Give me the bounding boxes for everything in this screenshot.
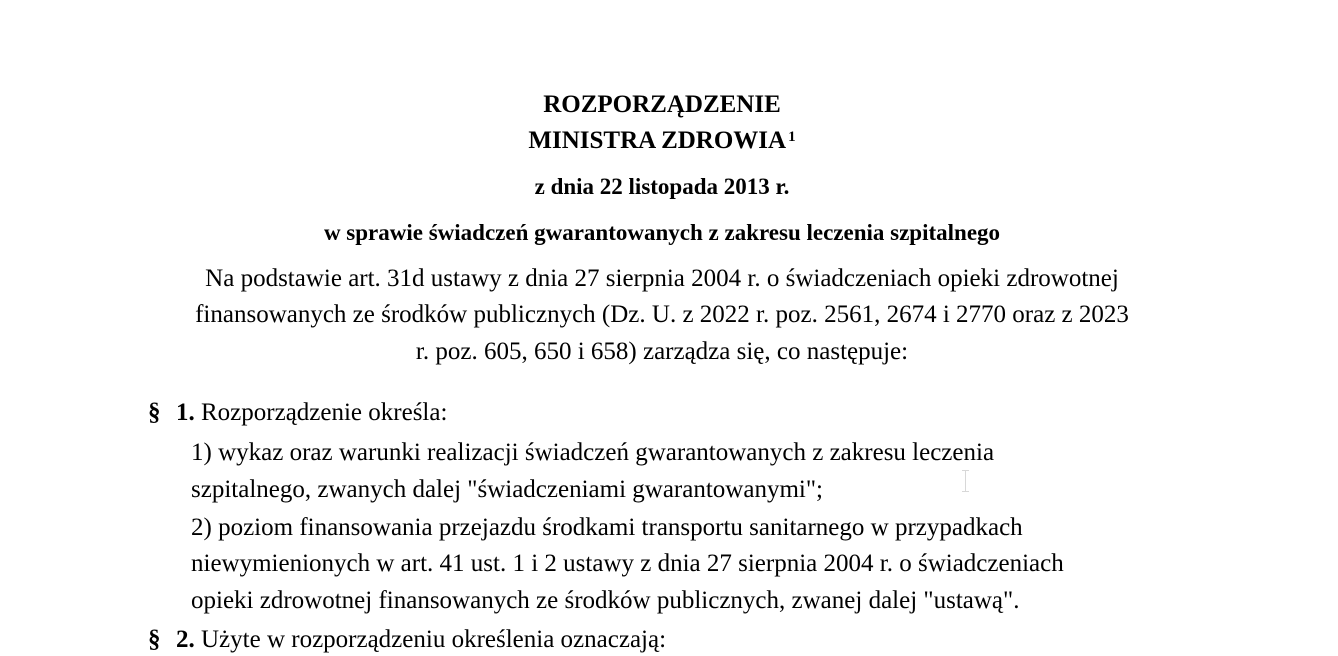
paragraph-number: 2. bbox=[176, 626, 195, 653]
preamble-line-3: r. poz. 605, 650 i 658) zarządza się, co następuje: bbox=[415, 338, 909, 365]
document-issuer bbox=[0, 126, 1324, 156]
preamble-line-2: finansowanych ze środków publicznych (Dz. U. z 2022 r. poz. 2561, 2674 i 2770 oraz z 2023 bbox=[195, 301, 1129, 328]
paragraph-text: Rozporządzenie określa: bbox=[201, 399, 448, 426]
list-item-2-line-3: opieki zdrowotnej finansowanych ze środków publicznych, zwanej dalej "ustawą". bbox=[191, 587, 1020, 614]
document-subject: w sprawie świadczeń gwarantowanych z zakresu leczenia szpitalnego bbox=[323, 220, 1001, 245]
document-date: z dnia 22 listopada 2013 r. bbox=[534, 174, 790, 199]
list-item-2-line-2: niewymienionych w art. 41 ust. 1 i 2 ustawy z dnia 27 sierpnia 2004 r. o świadczeniach bbox=[191, 550, 1064, 577]
text-cursor-icon bbox=[960, 470, 972, 492]
preamble-line-1: Na podstawie art. 31d ustawy z dnia 27 sierpnia 2004 r. o świadczeniach opieki zdrowotnej bbox=[205, 265, 1119, 292]
list-item-2-line-1: 2) poziom finansowania przejazdu środkami transportu sanitarnego w przypadkach bbox=[191, 514, 1023, 541]
paragraph-1 bbox=[148, 397, 447, 429]
footnote-marker[interactable]: 1 bbox=[788, 129, 796, 145]
title-line-1: ROZPORZĄDZENIE bbox=[543, 91, 781, 118]
list-item-1-line-1: 1) wykaz oraz warunki realizacji świadczeń gwarantowanych z zakresu leczenia bbox=[191, 439, 995, 466]
section-sign: § bbox=[148, 399, 161, 426]
section-sign: § bbox=[148, 626, 161, 653]
title-line-2: MINISTRA ZDROWIA bbox=[528, 127, 787, 154]
list-item-1-line-2: szpitalnego, zwanych dalej "świadczeniami gwarantowanymi"; bbox=[191, 476, 823, 503]
paragraph-number: 1. bbox=[176, 399, 195, 426]
paragraph-text: Użyte w rozporządzeniu określenia oznaczają: bbox=[201, 626, 667, 653]
paragraph-2 bbox=[148, 624, 666, 656]
document-title bbox=[0, 90, 1324, 120]
